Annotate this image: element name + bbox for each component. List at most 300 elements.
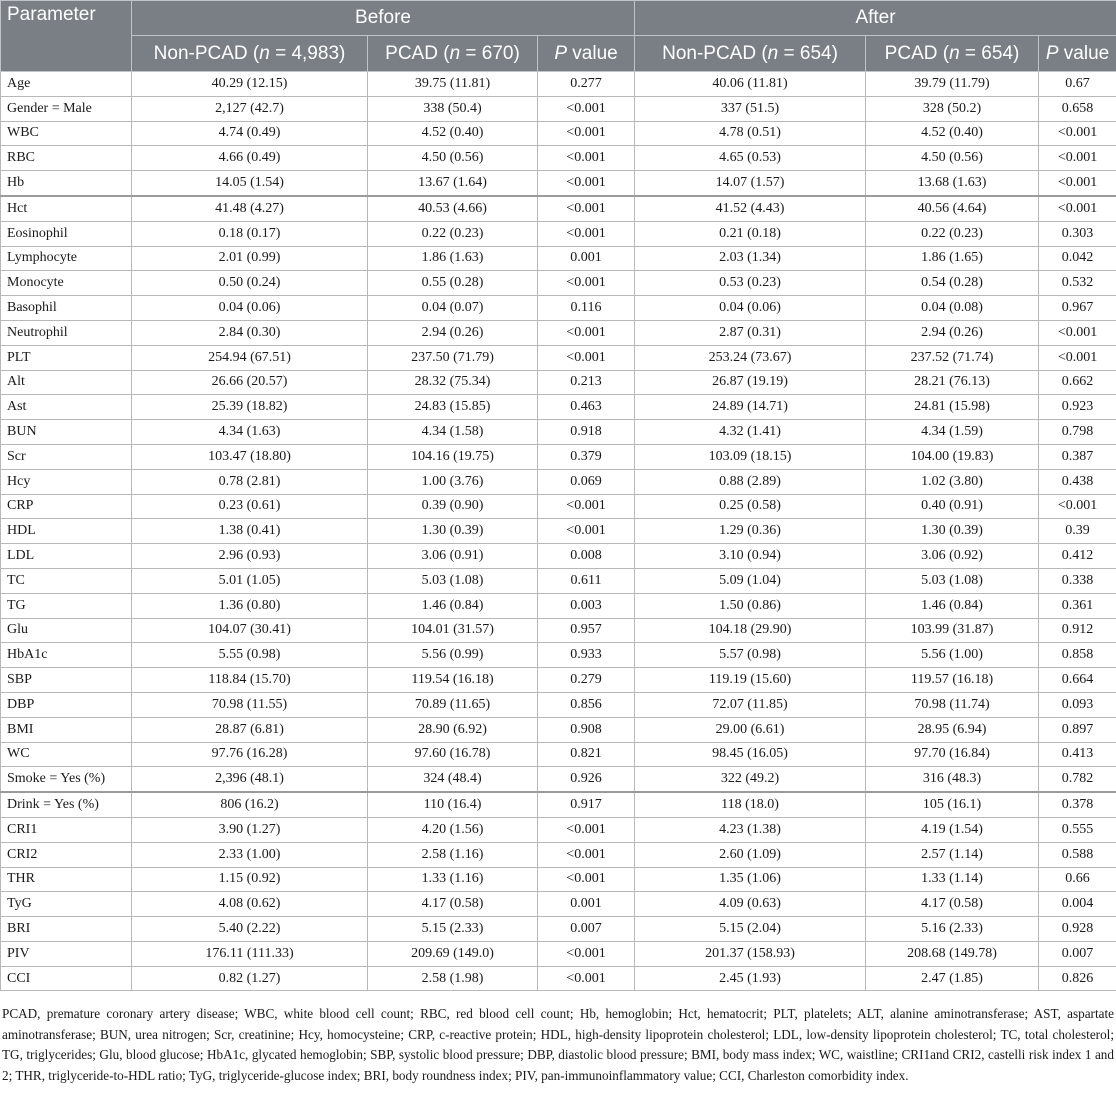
- after-pcad-cell: 2.57 (1.14): [866, 842, 1039, 867]
- table-row: [1, 593, 1116, 618]
- before-p-value-cell: <0.001: [538, 867, 635, 892]
- after-non-pcad-cell: 103.09 (18.15): [635, 444, 866, 469]
- table-row: [1, 345, 1116, 370]
- table-row: [1, 792, 1116, 817]
- after-pcad-cell: 105 (16.1): [866, 792, 1039, 817]
- before-non-pcad-cell: 104.07 (30.41): [132, 618, 368, 643]
- before-pcad-cell: 104.16 (19.75): [368, 444, 538, 469]
- parameter-cell: CCI: [1, 966, 132, 991]
- before-non-pcad-cell: 97.76 (16.28): [132, 742, 368, 767]
- table-row: [1, 767, 1116, 792]
- before-pcad-cell: 3.06 (0.91): [368, 544, 538, 569]
- parameter-cell: LDL: [1, 544, 132, 569]
- before-pcad-cell: 0.55 (0.28): [368, 271, 538, 296]
- table-row: [1, 96, 1116, 121]
- table-row: [1, 146, 1116, 171]
- before-pcad-cell: 1.30 (0.39): [368, 519, 538, 544]
- before-non-pcad-cell: 4.34 (1.63): [132, 420, 368, 445]
- before-p-value-cell: <0.001: [538, 146, 635, 171]
- after-non-pcad-cell: 41.52 (4.43): [635, 196, 866, 221]
- before-p-value-cell: <0.001: [538, 196, 635, 221]
- table-row: [1, 221, 1116, 246]
- parameter-header: Parameter: [1, 1, 132, 72]
- before-non-pcad-cell: 26.66 (20.57): [132, 370, 368, 395]
- before-pcad-cell: 0.39 (0.90): [368, 494, 538, 519]
- after-pcad-cell: 1.30 (0.39): [866, 519, 1039, 544]
- before-p-value-cell: 0.008: [538, 544, 635, 569]
- before-pcad-cell: 104.01 (31.57): [368, 618, 538, 643]
- parameter-cell: Age: [1, 72, 132, 97]
- after-pcad-cell: 328 (50.2): [866, 96, 1039, 121]
- parameter-cell: Ast: [1, 395, 132, 420]
- after-non-pcad-cell: 118 (18.0): [635, 792, 866, 817]
- table-row: [1, 742, 1116, 767]
- before-pcad-header: PCAD (n = 670): [368, 36, 538, 72]
- before-non-pcad-cell: 1.36 (0.80): [132, 593, 368, 618]
- after-p-value-cell: 0.412: [1039, 544, 1116, 569]
- table-row: [1, 568, 1116, 593]
- table-row: [1, 494, 1116, 519]
- before-p-value-cell: 0.926: [538, 767, 635, 792]
- before-p-value-cell: <0.001: [538, 842, 635, 867]
- after-pcad-cell: 104.00 (19.83): [866, 444, 1039, 469]
- after-p-value-cell: 0.967: [1039, 296, 1116, 321]
- after-pcad-cell: 4.19 (1.54): [866, 817, 1039, 842]
- before-pcad-cell: 1.46 (0.84): [368, 593, 538, 618]
- table-row: [1, 519, 1116, 544]
- before-pcad-cell: 4.20 (1.56): [368, 817, 538, 842]
- before-pcad-cell: 2.94 (0.26): [368, 320, 538, 345]
- after-non-pcad-cell: 4.78 (0.51): [635, 121, 866, 146]
- after-non-pcad-cell: 3.10 (0.94): [635, 544, 866, 569]
- after-pcad-cell: 3.06 (0.92): [866, 544, 1039, 569]
- after-non-pcad-cell: 1.50 (0.86): [635, 593, 866, 618]
- after-non-pcad-cell: 0.53 (0.23): [635, 271, 866, 296]
- after-p-value-cell: 0.361: [1039, 593, 1116, 618]
- before-non-pcad-cell: 0.23 (0.61): [132, 494, 368, 519]
- table-row: [1, 544, 1116, 569]
- before-non-pcad-cell: 3.90 (1.27): [132, 817, 368, 842]
- before-p-value-cell: 0.917: [538, 792, 635, 817]
- after-pcad-cell: 39.79 (11.79): [866, 72, 1039, 97]
- after-pcad-cell: 2.94 (0.26): [866, 320, 1039, 345]
- parameter-cell: BMI: [1, 717, 132, 742]
- before-non-pcad-header: Non-PCAD (n = 4,983): [132, 36, 368, 72]
- before-pcad-cell: 209.69 (149.0): [368, 941, 538, 966]
- before-pcad-cell: 324 (48.4): [368, 767, 538, 792]
- before-non-pcad-cell: 2,127 (42.7): [132, 96, 368, 121]
- table-row: [1, 395, 1116, 420]
- before-p-value-cell: <0.001: [538, 817, 635, 842]
- before-p-value-cell: 0.908: [538, 717, 635, 742]
- after-p-value-cell: 0.004: [1039, 892, 1116, 917]
- before-p-value-cell: <0.001: [538, 966, 635, 991]
- after-non-pcad-cell: 4.65 (0.53): [635, 146, 866, 171]
- after-p-value-cell: 0.555: [1039, 817, 1116, 842]
- after-pcad-cell: 28.21 (76.13): [866, 370, 1039, 395]
- after-p-value-cell: 0.923: [1039, 395, 1116, 420]
- before-p-value-cell: <0.001: [538, 96, 635, 121]
- parameter-cell: Smoke = Yes (%): [1, 767, 132, 792]
- after-non-pcad-cell: 0.04 (0.06): [635, 296, 866, 321]
- after-pcad-cell: 1.46 (0.84): [866, 593, 1039, 618]
- before-p-value-cell: 0.957: [538, 618, 635, 643]
- table-row: [1, 966, 1116, 991]
- after-non-pcad-cell: 29.00 (6.61): [635, 717, 866, 742]
- before-pcad-cell: 110 (16.4): [368, 792, 538, 817]
- parameter-cell: Hcy: [1, 469, 132, 494]
- table-row: [1, 867, 1116, 892]
- parameter-cell: Eosinophil: [1, 221, 132, 246]
- after-p-value-cell: 0.387: [1039, 444, 1116, 469]
- before-non-pcad-cell: 5.40 (2.22): [132, 917, 368, 942]
- before-pcad-cell: 39.75 (11.81): [368, 72, 538, 97]
- after-non-pcad-cell: 1.35 (1.06): [635, 867, 866, 892]
- table-row: [1, 246, 1116, 271]
- before-non-pcad-cell: 1.15 (0.92): [132, 867, 368, 892]
- parameter-cell: DBP: [1, 692, 132, 717]
- after-p-value-cell: <0.001: [1039, 171, 1116, 196]
- before-pcad-cell: 5.15 (2.33): [368, 917, 538, 942]
- before-p-value-cell: <0.001: [538, 345, 635, 370]
- parameter-cell: Glu: [1, 618, 132, 643]
- before-non-pcad-cell: 2.01 (0.99): [132, 246, 368, 271]
- parameter-cell: Drink = Yes (%): [1, 792, 132, 817]
- after-pcad-cell: 40.56 (4.64): [866, 196, 1039, 221]
- table-row: [1, 692, 1116, 717]
- after-non-pcad-cell: 0.21 (0.18): [635, 221, 866, 246]
- after-p-value-cell: 0.658: [1039, 96, 1116, 121]
- before-pcad-cell: 70.89 (11.65): [368, 692, 538, 717]
- after-non-pcad-cell: 2.87 (0.31): [635, 320, 866, 345]
- table-row: [1, 941, 1116, 966]
- table-row: [1, 121, 1116, 146]
- after-pcad-cell: 5.56 (1.00): [866, 643, 1039, 668]
- after-non-pcad-cell: 98.45 (16.05): [635, 742, 866, 767]
- before-non-pcad-cell: 118.84 (15.70): [132, 668, 368, 693]
- before-pcad-cell: 4.50 (0.56): [368, 146, 538, 171]
- before-pcad-cell: 4.52 (0.40): [368, 121, 538, 146]
- before-p-value-cell: 0.116: [538, 296, 635, 321]
- parameter-cell: WC: [1, 742, 132, 767]
- after-p-value-cell: 0.798: [1039, 420, 1116, 445]
- before-p-value-cell: 0.007: [538, 917, 635, 942]
- after-pcad-cell: 24.81 (15.98): [866, 395, 1039, 420]
- after-non-pcad-cell: 4.09 (0.63): [635, 892, 866, 917]
- before-p-value-cell: <0.001: [538, 221, 635, 246]
- before-non-pcad-cell: 176.11 (111.33): [132, 941, 368, 966]
- after-non-pcad-cell: 0.88 (2.89): [635, 469, 866, 494]
- before-pcad-cell: 28.32 (75.34): [368, 370, 538, 395]
- after-non-pcad-cell: 2.45 (1.93): [635, 966, 866, 991]
- before-non-pcad-cell: 254.94 (67.51): [132, 345, 368, 370]
- before-pcad-cell: 97.60 (16.78): [368, 742, 538, 767]
- before-non-pcad-cell: 2.84 (0.30): [132, 320, 368, 345]
- before-p-value-cell: <0.001: [538, 121, 635, 146]
- before-p-value-cell: 0.277: [538, 72, 635, 97]
- parameter-cell: Alt: [1, 370, 132, 395]
- after-p-value-cell: 0.438: [1039, 469, 1116, 494]
- after-pcad-cell: 0.40 (0.91): [866, 494, 1039, 519]
- before-non-pcad-cell: 70.98 (11.55): [132, 692, 368, 717]
- parameter-cell: CRI2: [1, 842, 132, 867]
- before-non-pcad-cell: 2.33 (1.00): [132, 842, 368, 867]
- before-pcad-cell: 5.03 (1.08): [368, 568, 538, 593]
- after-p-value-cell: 0.826: [1039, 966, 1116, 991]
- after-non-pcad-cell: 2.60 (1.09): [635, 842, 866, 867]
- before-p-value-cell: 0.003: [538, 593, 635, 618]
- table-footnote: PCAD, premature coronary artery disease; WBC, white blood cell count; RBC, red blood cell count; Hb, hemoglobin; Hct, hematocrit; PLT, platelets; ALT, alanine aminotransferase; AST, aspartate aminotransferase; BUN, urea nitrogen; Scr, creatinine; Hcy, homocysteine; CRP, c-reactive protein; HDL, high-density lipoprotein cholesterol; LDL, low-density lipoprotein cholesterol; TC, total cholesterol; TG, triglycerides; Glu, blood glucose; HbA1c, glycated hemoglobin; SBP, systolic blood pressure; DBP, diastolic blood pressure; BMI, body mass index; WC, waistline; CRI1and CRI2, castelli risk index 1 and 2; THR, triglyceride-to-HDL ratio; TyG, triglyceride-glucose index; BRI, body roundness index; PIV, pan-immunoinflammatory value; CCI, Charleston comorbidity index.: [2, 1006, 1114, 1083]
- after-pcad-cell: 28.95 (6.94): [866, 717, 1039, 742]
- before-p-value-cell: <0.001: [538, 320, 635, 345]
- before-pcad-cell: 4.34 (1.58): [368, 420, 538, 445]
- parameter-cell: CRI1: [1, 817, 132, 842]
- after-non-pcad-cell: 201.37 (158.93): [635, 941, 866, 966]
- after-p-value-cell: 0.39: [1039, 519, 1116, 544]
- before-p-value-cell: 0.821: [538, 742, 635, 767]
- before-non-pcad-cell: 40.29 (12.15): [132, 72, 368, 97]
- before-p-value-cell: 0.279: [538, 668, 635, 693]
- before-non-pcad-cell: 0.82 (1.27): [132, 966, 368, 991]
- before-non-pcad-cell: 2,396 (48.1): [132, 767, 368, 792]
- after-p-value-cell: 0.378: [1039, 792, 1116, 817]
- after-pcad-cell: 0.04 (0.08): [866, 296, 1039, 321]
- after-pcad-cell: 2.47 (1.85): [866, 966, 1039, 991]
- before-p-value-cell: <0.001: [538, 519, 635, 544]
- before-non-pcad-cell: 14.05 (1.54): [132, 171, 368, 196]
- parameter-cell: Monocyte: [1, 271, 132, 296]
- after-p-value-cell: 0.413: [1039, 742, 1116, 767]
- after-pcad-cell: 4.34 (1.59): [866, 420, 1039, 445]
- before-p-value-cell: <0.001: [538, 941, 635, 966]
- table-row: [1, 420, 1116, 445]
- parameter-cell: PIV: [1, 941, 132, 966]
- table-row: [1, 196, 1116, 221]
- parameter-cell: RBC: [1, 146, 132, 171]
- after-non-pcad-cell: 104.18 (29.90): [635, 618, 866, 643]
- before-p-value-cell: 0.611: [538, 568, 635, 593]
- before-non-pcad-cell: 5.01 (1.05): [132, 568, 368, 593]
- table-row: [1, 271, 1116, 296]
- table-row: [1, 444, 1116, 469]
- parameter-cell: Gender = Male: [1, 96, 132, 121]
- before-pcad-cell: 13.67 (1.64): [368, 171, 538, 196]
- after-p-value-cell: 0.67: [1039, 72, 1116, 97]
- before-pcad-cell: 2.58 (1.98): [368, 966, 538, 991]
- parameter-cell: Neutrophil: [1, 320, 132, 345]
- before-non-pcad-cell: 28.87 (6.81): [132, 717, 368, 742]
- after-pcad-cell: 4.17 (0.58): [866, 892, 1039, 917]
- after-non-pcad-cell: 119.19 (15.60): [635, 668, 866, 693]
- after-pcad-cell: 103.99 (31.87): [866, 618, 1039, 643]
- before-p-value-cell: <0.001: [538, 271, 635, 296]
- before-p-value-cell: 0.933: [538, 643, 635, 668]
- before-pcad-cell: 4.17 (0.58): [368, 892, 538, 917]
- table-row: [1, 917, 1116, 942]
- before-pcad-cell: 338 (50.4): [368, 96, 538, 121]
- parameter-cell: TG: [1, 593, 132, 618]
- after-p-value-cell: 0.093: [1039, 692, 1116, 717]
- table-row: [1, 618, 1116, 643]
- before-pcad-cell: 5.56 (0.99): [368, 643, 538, 668]
- before-p-value-cell: 0.069: [538, 469, 635, 494]
- after-non-pcad-cell: 5.15 (2.04): [635, 917, 866, 942]
- before-pcad-cell: 24.83 (15.85): [368, 395, 538, 420]
- after-pcad-cell: 13.68 (1.63): [866, 171, 1039, 196]
- after-non-pcad-cell: 5.09 (1.04): [635, 568, 866, 593]
- after-pcad-cell: 237.52 (71.74): [866, 345, 1039, 370]
- before-pcad-cell: 28.90 (6.92): [368, 717, 538, 742]
- after-p-value-cell: 0.588: [1039, 842, 1116, 867]
- table-row: [1, 892, 1116, 917]
- parameter-cell: BUN: [1, 420, 132, 445]
- before-pcad-cell: 119.54 (16.18): [368, 668, 538, 693]
- after-pcad-cell: 4.50 (0.56): [866, 146, 1039, 171]
- table-row: [1, 171, 1116, 196]
- before-pcad-cell: 40.53 (4.66): [368, 196, 538, 221]
- parameter-cell: TC: [1, 568, 132, 593]
- before-non-pcad-cell: 0.78 (2.81): [132, 469, 368, 494]
- after-pcad-cell: 316 (48.3): [866, 767, 1039, 792]
- after-p-value-cell: 0.928: [1039, 917, 1116, 942]
- after-pcad-cell: 5.03 (1.08): [866, 568, 1039, 593]
- before-non-pcad-cell: 25.39 (18.82): [132, 395, 368, 420]
- after-p-value-header: P value: [1039, 36, 1116, 72]
- before-non-pcad-cell: 2.96 (0.93): [132, 544, 368, 569]
- before-non-pcad-cell: 4.66 (0.49): [132, 146, 368, 171]
- after-pcad-cell: 70.98 (11.74): [866, 692, 1039, 717]
- parameter-cell: BRI: [1, 917, 132, 942]
- parameter-cell: WBC: [1, 121, 132, 146]
- before-pcad-cell: 2.58 (1.16): [368, 842, 538, 867]
- before-pcad-cell: 237.50 (71.79): [368, 345, 538, 370]
- table-row: [1, 842, 1116, 867]
- after-p-value-cell: 0.897: [1039, 717, 1116, 742]
- after-non-pcad-cell: 26.87 (19.19): [635, 370, 866, 395]
- table-row: [1, 643, 1116, 668]
- parameter-cell: THR: [1, 867, 132, 892]
- table-row: [1, 370, 1116, 395]
- before-non-pcad-cell: 806 (16.2): [132, 792, 368, 817]
- after-non-pcad-cell: 24.89 (14.71): [635, 395, 866, 420]
- after-pcad-cell: 0.54 (0.28): [866, 271, 1039, 296]
- after-p-value-cell: 0.007: [1039, 941, 1116, 966]
- after-pcad-cell: 119.57 (16.18): [866, 668, 1039, 693]
- before-p-value-cell: 0.379: [538, 444, 635, 469]
- after-pcad-cell: 4.52 (0.40): [866, 121, 1039, 146]
- parameter-cell: SBP: [1, 668, 132, 693]
- table-body: [1, 72, 1116, 991]
- after-p-value-cell: 0.782: [1039, 767, 1116, 792]
- before-p-value-cell: 0.463: [538, 395, 635, 420]
- after-non-pcad-cell: 5.57 (0.98): [635, 643, 866, 668]
- before-p-value-header: P value: [538, 36, 635, 72]
- parameter-cell: HbA1c: [1, 643, 132, 668]
- after-p-value-cell: 0.303: [1039, 221, 1116, 246]
- after-p-value-cell: 0.532: [1039, 271, 1116, 296]
- after-pcad-header: PCAD (n = 654): [866, 36, 1039, 72]
- parameter-cell: HDL: [1, 519, 132, 544]
- after-non-pcad-cell: 1.29 (0.36): [635, 519, 866, 544]
- before-p-value-cell: 0.856: [538, 692, 635, 717]
- before-non-pcad-cell: 41.48 (4.27): [132, 196, 368, 221]
- before-non-pcad-cell: 4.74 (0.49): [132, 121, 368, 146]
- after-p-value-cell: 0.662: [1039, 370, 1116, 395]
- after-non-pcad-header: Non-PCAD (n = 654): [635, 36, 866, 72]
- before-non-pcad-cell: 0.04 (0.06): [132, 296, 368, 321]
- after-p-value-cell: <0.001: [1039, 121, 1116, 146]
- before-p-value-cell: <0.001: [538, 171, 635, 196]
- before-pcad-cell: 0.22 (0.23): [368, 221, 538, 246]
- after-pcad-cell: 208.68 (149.78): [866, 941, 1039, 966]
- parameter-cell: CRP: [1, 494, 132, 519]
- before-non-pcad-cell: 0.50 (0.24): [132, 271, 368, 296]
- table-row: [1, 668, 1116, 693]
- after-p-value-cell: <0.001: [1039, 494, 1116, 519]
- after-pcad-cell: 5.16 (2.33): [866, 917, 1039, 942]
- after-pcad-cell: 97.70 (16.84): [866, 742, 1039, 767]
- after-non-pcad-cell: 4.32 (1.41): [635, 420, 866, 445]
- before-pcad-cell: 1.86 (1.63): [368, 246, 538, 271]
- after-p-value-cell: <0.001: [1039, 345, 1116, 370]
- before-non-pcad-cell: 103.47 (18.80): [132, 444, 368, 469]
- after-pcad-cell: 1.33 (1.14): [866, 867, 1039, 892]
- after-non-pcad-cell: 0.25 (0.58): [635, 494, 866, 519]
- before-p-value-cell: 0.001: [538, 246, 635, 271]
- parameter-cell: Basophil: [1, 296, 132, 321]
- table-row: [1, 717, 1116, 742]
- before-pcad-cell: 1.00 (3.76): [368, 469, 538, 494]
- before-p-value-cell: <0.001: [538, 494, 635, 519]
- after-p-value-cell: 0.338: [1039, 568, 1116, 593]
- before-non-pcad-cell: 4.08 (0.62): [132, 892, 368, 917]
- after-non-pcad-cell: 253.24 (73.67): [635, 345, 866, 370]
- parameter-cell: PLT: [1, 345, 132, 370]
- before-p-value-cell: 0.213: [538, 370, 635, 395]
- before-pcad-cell: 1.33 (1.16): [368, 867, 538, 892]
- after-non-pcad-cell: 4.23 (1.38): [635, 817, 866, 842]
- table-row: [1, 817, 1116, 842]
- after-non-pcad-cell: 2.03 (1.34): [635, 246, 866, 271]
- before-p-value-cell: 0.918: [538, 420, 635, 445]
- table-header: [1, 1, 1116, 72]
- before-non-pcad-cell: 5.55 (0.98): [132, 643, 368, 668]
- after-p-value-cell: 0.858: [1039, 643, 1116, 668]
- after-non-pcad-cell: 322 (49.2): [635, 767, 866, 792]
- parameter-cell: Lymphocyte: [1, 246, 132, 271]
- after-non-pcad-cell: 14.07 (1.57): [635, 171, 866, 196]
- parameter-cell: TyG: [1, 892, 132, 917]
- table-row: [1, 469, 1116, 494]
- parameter-cell: Hb: [1, 171, 132, 196]
- after-group-header: After: [635, 1, 1116, 36]
- after-non-pcad-cell: 72.07 (11.85): [635, 692, 866, 717]
- parameter-cell: Scr: [1, 444, 132, 469]
- after-pcad-cell: 1.86 (1.65): [866, 246, 1039, 271]
- after-p-value-cell: <0.001: [1039, 146, 1116, 171]
- before-p-value-cell: 0.001: [538, 892, 635, 917]
- parameter-cell: Hct: [1, 196, 132, 221]
- after-non-pcad-cell: 337 (51.5): [635, 96, 866, 121]
- after-pcad-cell: 1.02 (3.80): [866, 469, 1039, 494]
- table-row: [1, 320, 1116, 345]
- after-non-pcad-cell: 40.06 (11.81): [635, 72, 866, 97]
- after-p-value-cell: 0.664: [1039, 668, 1116, 693]
- before-non-pcad-cell: 0.18 (0.17): [132, 221, 368, 246]
- table-row: [1, 72, 1116, 97]
- before-non-pcad-cell: 1.38 (0.41): [132, 519, 368, 544]
- after-p-value-cell: <0.001: [1039, 320, 1116, 345]
